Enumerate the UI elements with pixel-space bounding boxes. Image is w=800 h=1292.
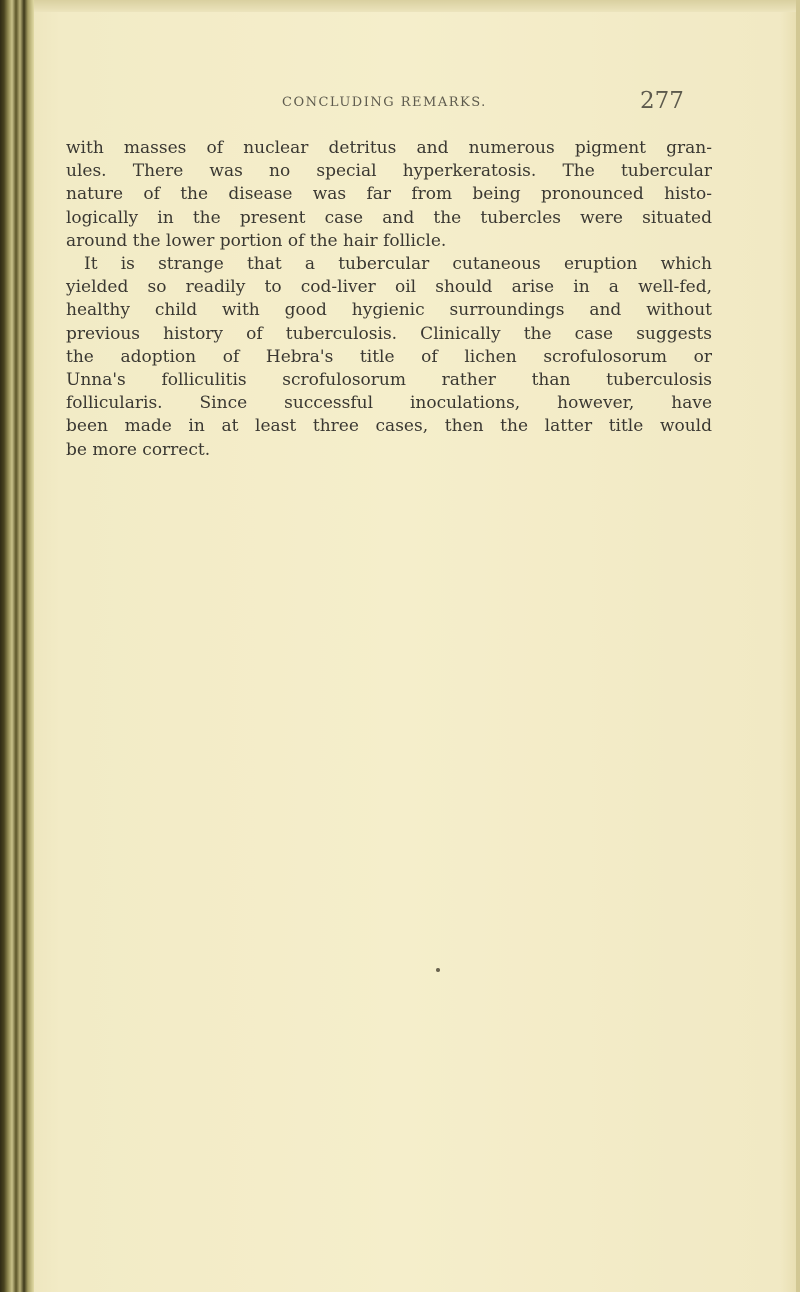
text-line: the adoption of Hebra's title of lichen scrofulosorum or [66, 346, 712, 367]
page-number: 277 [640, 88, 684, 114]
text-line: nature of the disease was far from being pronounced histo- [66, 184, 712, 205]
text-line: healthy child with good hygienic surroundings and without [66, 300, 712, 321]
paragraph [66, 253, 712, 462]
text-line: been made in at least three cases, then the latter title would [66, 416, 712, 437]
text-line: ules. There was no special hyperkeratosis. The tubercular [66, 161, 712, 182]
running-head: CONCLUDING REMARKS. [282, 95, 487, 110]
body-text [66, 137, 712, 462]
paragraph [66, 137, 712, 253]
text-line: with masses of nuclear detritus and numerous pigment gran- [66, 138, 712, 158]
paper-speck [436, 968, 440, 972]
text-line: around the lower portion of the hair follicle. [66, 230, 447, 251]
page-top-edge [0, 0, 800, 12]
text-line: Unna's folliculitis scrofulosorum rather than tuberculosis [66, 370, 712, 391]
text-line: It is strange that a tubercular cutaneous eruption which [84, 254, 712, 275]
book-binding-edge [0, 0, 34, 1292]
text-line: follicularis. Since successful inoculations, however, have [66, 393, 712, 414]
text-line: yielded so readily to cod-liver oil should arise in a well-fed, [66, 277, 712, 298]
text-line: logically in the present case and the tubercles were situated [66, 207, 712, 228]
text-line: previous history of tuberculosis. Clinically the case suggests [66, 323, 712, 344]
page-right-edge [796, 0, 800, 1292]
text-line: be more correct. [66, 439, 211, 460]
